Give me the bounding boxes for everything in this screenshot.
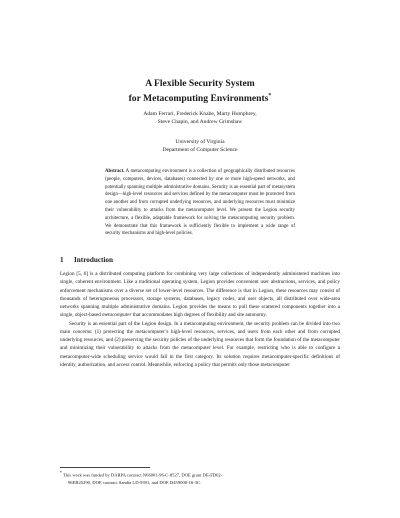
section-title: Introduction: [74, 256, 114, 264]
title-line-1: A Flexible Security System: [145, 78, 255, 89]
paper-title: [60, 77, 340, 105]
footnote: [60, 470, 340, 486]
section-heading: [60, 256, 113, 265]
footnote-rule: [60, 467, 150, 468]
paragraph-1: [60, 270, 340, 320]
abstract-text: A metacomputing environment is a collection of geographically distributed resources (people, computers, devices, databases) connected by one or more high-speed networks, and potentially spanning multiple administrative domains. Security is an essential part of metasystem design—high-level resources and services defined by the metacomputer must be protected from one another and from corrupted underlying resources, and underlying resources must minimize their vulnerability to attacks from the metacomputer level. We present the Legion security architecture, a flexible, adaptable framework for solving the metacomputing security problem. We demonstrate that this framework is sufficiently flexible to implement a wide range of security mechanisms and high-level policies.: [105, 169, 295, 237]
title-line-2-text: for Metacomputing Environments: [128, 93, 269, 105]
footnote-mark: *: [60, 471, 62, 475]
affiliation: [60, 138, 340, 154]
title-line-2: [60, 90, 340, 105]
affiliation-line-2: Department of Computer Science: [162, 147, 238, 153]
paragraph-2: Security is an essential part of the Legion design. In a metacomputing environment, the security problem can be divided into two main concerns: (1) protecting the metacomputer’s high-level resources, services, and users from each other and from corrupted underlying resources, and (2) preserving the security policies of the underlying resources that form the foundation of the metacomputer and minimizing their vulnerability to attacks from the metacomputer level. For example, restricting who is able to configure a metacomputer-wide scheduling service would fall in the first category. Its solution requires metacomputer-specific definitions of identity, authorization, and access control. Meanwhile, enforcing a policy that permits only those metacomputer: [60, 320, 340, 368]
abstract-label: Abstract.: [105, 169, 125, 174]
footnote-line-2: 96ER25290, DOE contract Sandia LD-9391, and DOE D459000-16-3C.: [68, 479, 202, 485]
author-list: [60, 110, 340, 127]
body-text: [60, 270, 340, 369]
title-footnote-mark: *: [268, 93, 272, 99]
paragraph-1-emphasis: metacomputer: [102, 312, 132, 319]
authors-line-2: Steve Chapin, and Andrew Grimshaw: [157, 119, 243, 126]
abstract: [105, 168, 295, 238]
paragraph-1-text-a: Legion [5, 6] is a distributed computing platform for combining very large collections of independently administered machines into single, coherent environment. Like a traditional operating system, Legion provides convenient user abstractions, services, and policy enforcement mechanisms over a diverse set of lower-level resources. The difference is that in Legion, these resources may consist of thousands of heterogeneous processors, storage systems, databases, legacy codes, and user objects, all distributed over wide-area networks spanning multiple administrative domains. Legion provides the means to pull these scattered components together into a single, object-based: [60, 271, 340, 319]
affiliation-line-1: University of Virginia: [175, 139, 225, 145]
footnote-line-1: [60, 470, 340, 479]
paragraph-1-text-b: that accommodates high degrees of flexibility and site autonomy.: [131, 312, 267, 319]
section-number: 1: [60, 256, 64, 264]
authors-line-1: Adam Ferrari, Frederick Knabe, Marty Humphrey,: [143, 111, 257, 117]
footnote-line-1-text: This work was funded by DARPA contract N66001-96-C-8527, DOE grant DE-FD02-: [63, 472, 223, 478]
